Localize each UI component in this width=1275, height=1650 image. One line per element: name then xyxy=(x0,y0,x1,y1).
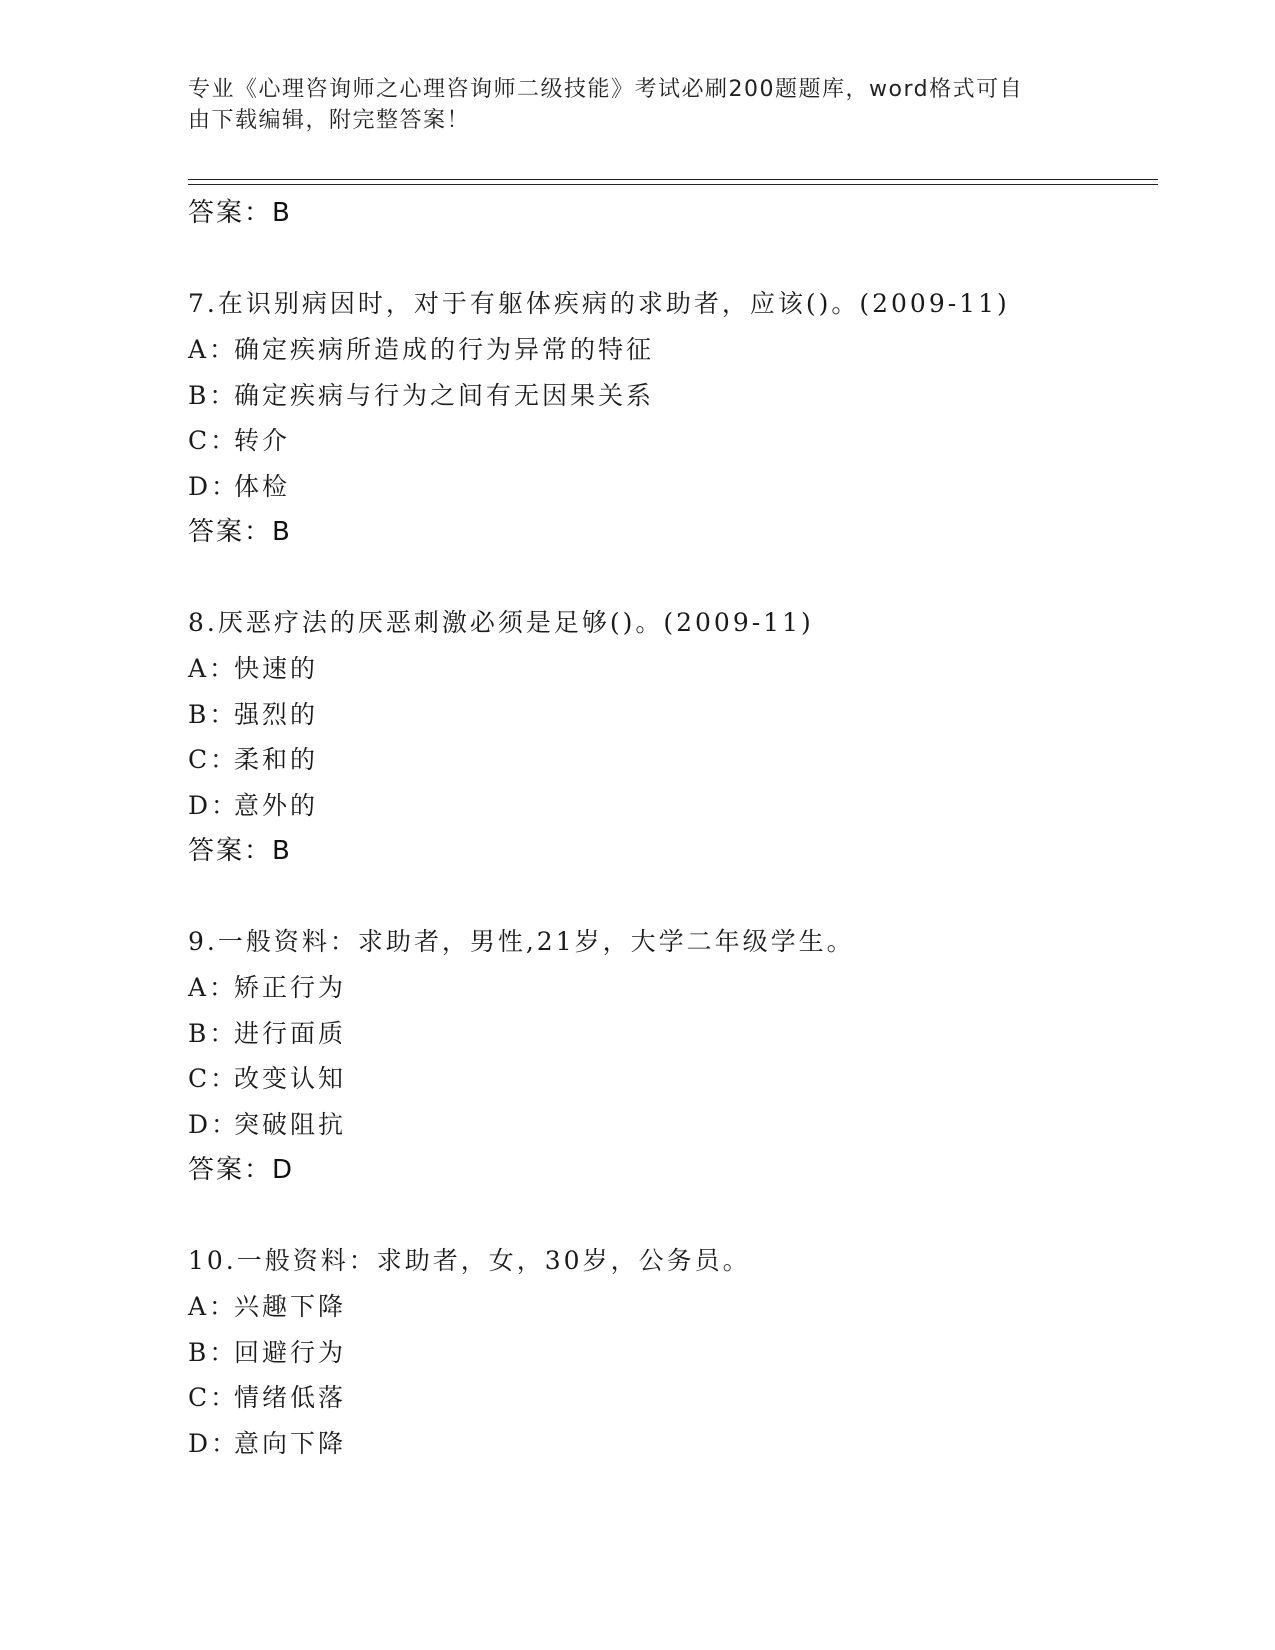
question-text: 10.一般资料：求助者，女，30岁，公务员。 xyxy=(188,1246,751,1275)
option-text: 强烈的 xyxy=(234,699,319,729)
option-letter: B： xyxy=(188,1018,238,1048)
option-text: 确定疾病与行为之间有无因果关系 xyxy=(234,380,655,410)
option-letter: C： xyxy=(188,1383,239,1412)
option-d xyxy=(188,1421,1148,1467)
option-letter: D： xyxy=(188,1428,240,1458)
option-a xyxy=(188,1284,1148,1330)
option-b xyxy=(188,1330,1148,1376)
option-d xyxy=(188,783,1148,829)
answer-line: 答案：B xyxy=(188,517,292,547)
option-letter: C： xyxy=(188,745,239,774)
option-text: 意向下降 xyxy=(234,1428,347,1458)
option-letter: B： xyxy=(188,1337,238,1367)
header-divider-bottom xyxy=(188,184,1158,185)
option-text: 回避行为 xyxy=(234,1337,347,1367)
option-a xyxy=(188,965,1148,1011)
option-b xyxy=(188,373,1148,419)
option-text: 确定疾病所造成的行为异常的特征 xyxy=(234,335,655,364)
question-block-10 xyxy=(188,1238,1148,1466)
option-text: 意外的 xyxy=(234,790,319,820)
option-a xyxy=(188,646,1148,692)
option-text: 改变认知 xyxy=(234,1064,347,1093)
question-block-8 xyxy=(188,600,1148,874)
option-text: 转介 xyxy=(234,426,291,455)
question-block-7 xyxy=(188,281,1148,555)
question-list xyxy=(188,190,1148,1466)
option-letter: B： xyxy=(188,380,238,410)
question-text: 8.厌恶疗法的厌恶刺激必须是足够()。(2009-11) xyxy=(188,608,814,637)
answer-line: 答案：D xyxy=(188,1155,295,1185)
option-letter: D： xyxy=(188,1109,240,1139)
option-letter: A： xyxy=(188,1292,238,1321)
option-text: 突破阻抗 xyxy=(234,1109,347,1139)
option-c xyxy=(188,737,1148,783)
answer-line: 答案：B xyxy=(188,836,292,866)
option-a xyxy=(188,327,1148,373)
option-letter: A： xyxy=(188,654,238,683)
option-letter: C： xyxy=(188,426,239,455)
header-divider-top xyxy=(188,179,1158,180)
option-b xyxy=(188,692,1148,738)
document-header xyxy=(188,74,1078,136)
option-d xyxy=(188,464,1148,510)
question-text: 9.一般资料：求助者，男性,21岁，大学二年级学生。 xyxy=(188,927,855,956)
option-text: 体检 xyxy=(234,471,291,501)
question-text: 7.在识别病因时，对于有躯体疾病的求助者，应该()。(2009-11) xyxy=(188,289,1010,318)
option-letter: A： xyxy=(188,973,238,1002)
option-letter: D： xyxy=(188,471,240,501)
option-c xyxy=(188,418,1148,464)
previous-answer: 答案：B xyxy=(188,198,292,228)
option-letter: C： xyxy=(188,1064,239,1093)
header-line-2: 由下载编辑，附完整答案！ xyxy=(188,108,471,133)
option-text: 兴趣下降 xyxy=(234,1292,347,1321)
option-text: 情绪低落 xyxy=(234,1383,347,1412)
option-letter: B： xyxy=(188,699,238,729)
option-text: 柔和的 xyxy=(234,745,319,774)
option-text: 快速的 xyxy=(234,654,319,683)
option-c xyxy=(188,1375,1148,1421)
question-block-9 xyxy=(188,919,1148,1193)
option-text: 进行面质 xyxy=(234,1018,347,1048)
option-letter: A： xyxy=(188,335,238,364)
header-line-1: 专业《心理咨询师之心理咨询师二级技能》考试必刷200题题库，word格式可自 xyxy=(188,77,1024,102)
option-d xyxy=(188,1102,1148,1148)
option-b xyxy=(188,1011,1148,1057)
option-letter: D： xyxy=(188,790,240,820)
option-text: 矫正行为 xyxy=(234,973,347,1002)
option-c xyxy=(188,1056,1148,1102)
